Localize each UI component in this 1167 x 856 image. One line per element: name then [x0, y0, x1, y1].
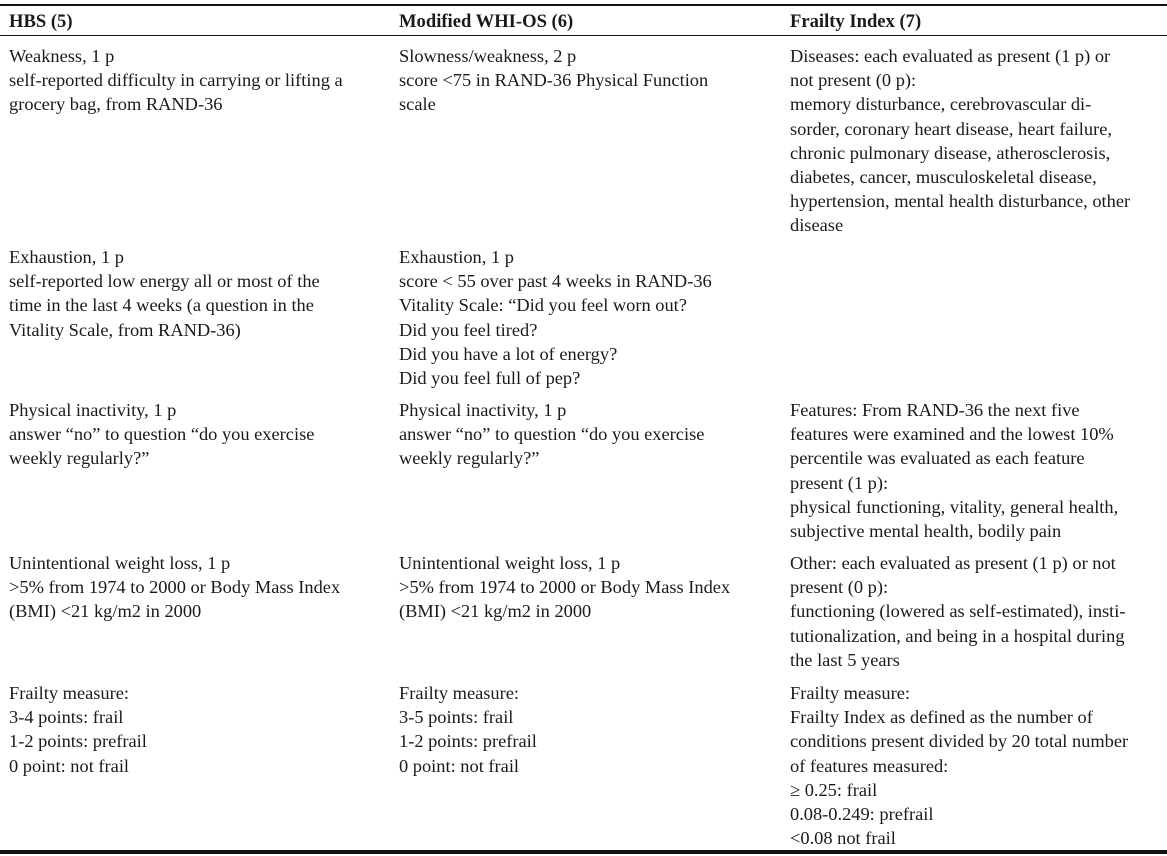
cell-text-line: hypertension, mental health disturbance, other: [790, 191, 1131, 212]
cell-text-line: disease: [790, 215, 844, 236]
table-cell-whi-os: [399, 245, 771, 390]
table-cell-hbs: [9, 681, 381, 778]
table-cell-hbs: [9, 245, 381, 342]
table-cell-frailty-index: [790, 44, 1162, 238]
cell-text-line: memory disturbance, cerebrovascular di-: [790, 94, 1092, 115]
cell-text-line: 0 point: not frail: [9, 755, 130, 776]
cell-text-line: of features measured:: [790, 755, 949, 776]
cell-text-line: 1-2 points: prefrail: [9, 731, 147, 752]
cell-text-line: (BMI) <21 kg/m2 in 2000: [9, 601, 202, 622]
cell-text-line: Exhaustion, 1 p: [9, 247, 124, 267]
table-top-rule: [0, 4, 1167, 6]
table-cell-whi-os: [399, 398, 771, 471]
cell-text-line: diabetes, cancer, musculoskeletal disease,: [790, 167, 1097, 188]
cell-text-line: Physical inactivity, 1 p: [399, 400, 567, 420]
cell-text-line: <0.08 not frail: [790, 828, 896, 849]
header-frailty-index: Frailty Index (7): [790, 11, 922, 32]
cell-text-line: 0 point: not frail: [399, 755, 520, 776]
cell-text-line: Did you feel tired?: [399, 319, 538, 340]
cell-text-line: Frailty measure:: [9, 683, 130, 703]
cell-text-line: ≥ 0.25: frail: [790, 779, 878, 800]
cell-text-line: features were examined and the lowest 10%: [790, 424, 1114, 445]
cell-text-line: the last 5 years: [790, 649, 900, 670]
cell-text-line: (BMI) <21 kg/m2 in 2000: [399, 601, 592, 622]
cell-text-line: 0.08-0.249: prefrail: [790, 804, 934, 825]
cell-text-line: weekly regularly?”: [9, 448, 150, 469]
cell-text-line: chronic pulmonary disease, atherosclerosis,: [790, 142, 1111, 163]
cell-text-line: 3-4 points: frail: [9, 707, 124, 728]
cell-text-line: 3-5 points: frail: [399, 707, 514, 728]
cell-text-line: self-reported difficulty in carrying or lifting a: [9, 70, 343, 91]
cell-text-line: grocery bag, from RAND-36: [9, 94, 223, 115]
cell-text-line: percentile was evaluated as each feature: [790, 448, 1085, 469]
cell-text-line: Features: From RAND-36 the next five: [790, 400, 1080, 420]
cell-text-line: functioning (lowered as self-estimated), insti-: [790, 601, 1126, 622]
cell-text-line: score < 55 over past 4 weeks in RAND-36: [399, 271, 712, 292]
cell-text-line: Vitality Scale, from RAND-36): [9, 319, 241, 340]
cell-text-line: tutionalization, and being in a hospital during: [790, 625, 1125, 646]
cell-text-line: Unintentional weight loss, 1 p: [399, 553, 621, 573]
table-cell-whi-os: [399, 551, 771, 624]
header-modified-whi-os: Modified WHI-OS (6): [399, 11, 574, 32]
cell-text-line: time in the last 4 weeks (a question in the: [9, 295, 314, 316]
cell-text-line: Other: each evaluated as present (1 p) or not: [790, 553, 1116, 573]
cell-text-line: answer “no” to question “do you exercise: [9, 424, 315, 445]
cell-text-line: physical functioning, vitality, general health,: [790, 496, 1119, 517]
cell-text-line: subjective mental health, bodily pain: [790, 521, 1062, 542]
cell-text-line: not present (0 p):: [790, 70, 917, 91]
cell-text-line: weekly regularly?”: [399, 448, 540, 469]
cell-text-line: Physical inactivity, 1 p: [9, 400, 177, 420]
cell-text-line: Did you have a lot of energy?: [399, 343, 618, 364]
cell-text-line: scale: [399, 94, 436, 115]
cell-text-line: Weakness, 1 p: [9, 46, 115, 66]
cell-text-line: Did you feel full of pep?: [399, 368, 581, 389]
cell-text-line: sorder, coronary heart disease, heart failure,: [790, 118, 1112, 139]
table-cell-hbs: [9, 551, 381, 624]
cell-text-line: Exhaustion, 1 p: [399, 247, 514, 267]
table-cell-hbs: [9, 44, 381, 117]
cell-text-line: Vitality Scale: “Did you feel worn out?: [399, 295, 687, 316]
cell-text-line: conditions present divided by 20 total number: [790, 731, 1129, 752]
table-cell-whi-os: [399, 681, 771, 778]
cell-text-line: score <75 in RAND-36 Physical Function: [399, 70, 709, 91]
cell-text-line: >5% from 1974 to 2000 or Body Mass Index: [9, 577, 341, 598]
table-cell-frailty-index: [790, 398, 1162, 543]
cell-text-line: present (1 p):: [790, 472, 889, 493]
header-rule: [0, 35, 1167, 36]
cell-text-line: present (0 p):: [790, 577, 889, 598]
cell-text-line: Slowness/weakness, 2 p: [399, 46, 577, 66]
table-cell-frailty-index: [790, 551, 1162, 672]
cell-text-line: Frailty measure:: [790, 683, 911, 703]
table-cell-hbs: [9, 398, 381, 471]
cell-text-line: >5% from 1974 to 2000 or Body Mass Index: [399, 577, 731, 598]
cell-text-line: answer “no” to question “do you exercise: [399, 424, 705, 445]
cell-text-line: Frailty Index as defined as the number of: [790, 707, 1093, 728]
cell-text-line: Frailty measure:: [399, 683, 520, 703]
cell-text-line: Unintentional weight loss, 1 p: [9, 553, 231, 573]
header-hbs: HBS (5): [9, 11, 73, 32]
table-cell-whi-os: [399, 44, 771, 117]
table-bottom-rule: [0, 850, 1167, 854]
cell-text-line: 1-2 points: prefrail: [399, 731, 537, 752]
table-cell-frailty-index: [790, 681, 1162, 850]
cell-text-line: self-reported low energy all or most of the: [9, 271, 320, 292]
cell-text-line: Diseases: each evaluated as present (1 p) or: [790, 46, 1111, 66]
